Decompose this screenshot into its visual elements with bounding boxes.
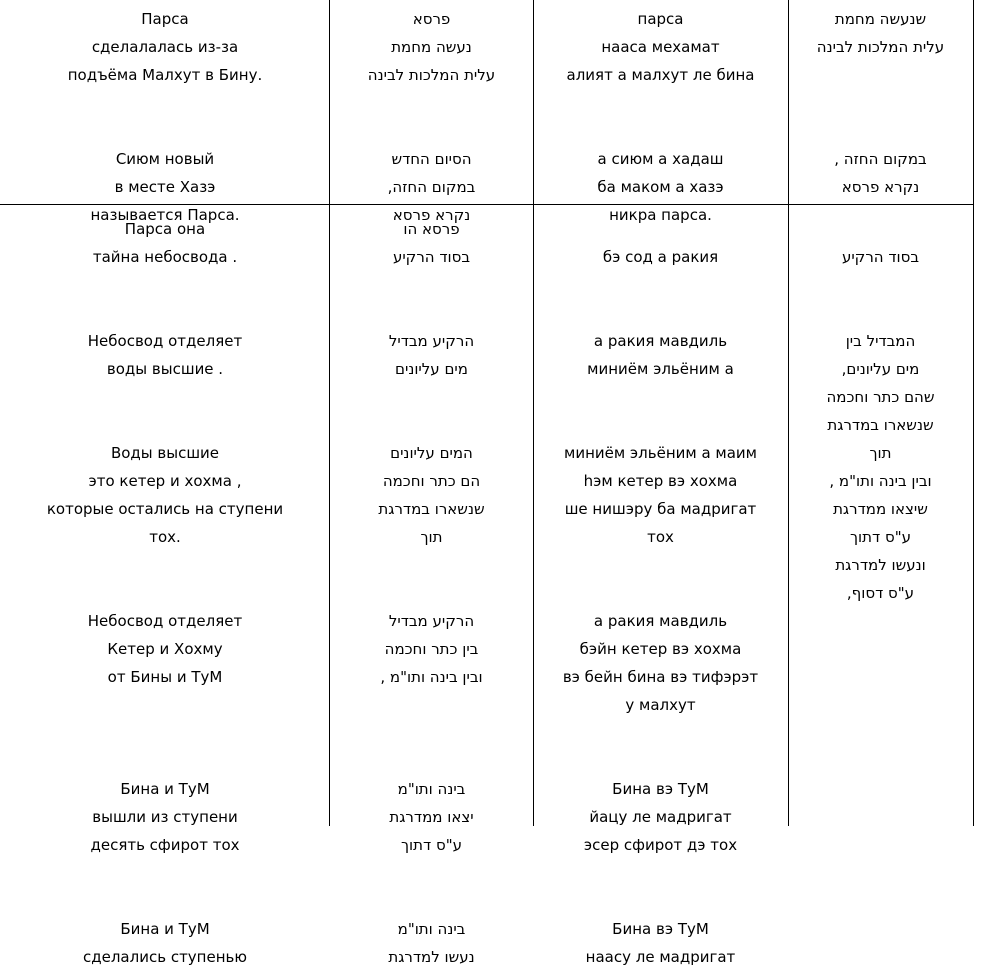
cell-text-line bbox=[533, 299, 788, 327]
table-cell bbox=[0, 5, 330, 229]
cell-text-line: בסוד הרקיע bbox=[841, 248, 920, 266]
cell-text-line: это кетер и хохма , bbox=[88, 472, 242, 490]
table-cell bbox=[788, 215, 973, 607]
cell-text-line: бэ сод а ракия bbox=[602, 248, 719, 266]
cell-text-line: а ракия мавдиль bbox=[593, 332, 728, 350]
cell-text-line: вэ бейн бина вэ тифэрэт bbox=[562, 668, 759, 686]
cell-text-line: שיצאו ממדרגת bbox=[833, 500, 928, 518]
cell-text-line bbox=[0, 747, 330, 775]
cell-text-line bbox=[330, 691, 533, 719]
cell-text-line: הרקיע מבדיל bbox=[388, 332, 475, 350]
cell-text-line bbox=[0, 89, 330, 117]
cell-text-line: עלית המלכות לבינה bbox=[367, 66, 496, 84]
cell-text-line: Бина и ТуМ bbox=[120, 780, 210, 798]
cell-text-line bbox=[330, 747, 533, 775]
cell-text-line bbox=[330, 117, 533, 145]
cell-text-line: а ракия мавдиль bbox=[593, 612, 728, 630]
cell-text-line: הרקיע מבדיל bbox=[388, 612, 475, 630]
cell-text-line: שנשארו במדרגת bbox=[827, 416, 934, 434]
cell-text-line: נקרא פרסא bbox=[392, 206, 471, 224]
cell-text-line bbox=[330, 383, 533, 411]
cell-text-line: תוך bbox=[420, 528, 443, 546]
cell-text-line bbox=[330, 579, 533, 607]
cell-text-line: מים עליונים, bbox=[841, 360, 920, 378]
cell-text-line bbox=[533, 117, 788, 145]
cell-text-line bbox=[533, 747, 788, 775]
cell-text-line bbox=[533, 887, 788, 915]
cell-text-line bbox=[533, 719, 788, 747]
cell-text-line: עלית המלכות לבינה bbox=[816, 38, 945, 56]
cell-text-line bbox=[788, 271, 973, 299]
cell-text-line: йацу ле мадригат bbox=[589, 808, 732, 826]
cell-text-line: Кетер и Хохму bbox=[107, 640, 223, 658]
cell-text-line bbox=[533, 859, 788, 887]
cell-text-line: нааса мехамат bbox=[601, 38, 720, 56]
cell-text-line: эсер сфирот дэ тох bbox=[583, 836, 738, 854]
cell-text-line bbox=[330, 859, 533, 887]
cell-text-line bbox=[533, 411, 788, 439]
cell-text-line bbox=[0, 551, 330, 579]
cell-text-line: Парса bbox=[141, 10, 189, 28]
cell-text-line bbox=[330, 299, 533, 327]
cell-text-line: מים עליונים bbox=[395, 360, 468, 378]
cell-text-line: парса bbox=[637, 10, 684, 28]
cell-text-line: Небосвод отделяет bbox=[87, 612, 243, 630]
cell-text-line: הסיום החדש bbox=[391, 150, 472, 168]
cell-text-line: נעשה מחמת bbox=[391, 38, 472, 56]
cell-text-line: алият а малхут ле бина bbox=[566, 66, 755, 84]
table-cell bbox=[330, 215, 533, 971]
cell-text-line: ובין בינה ותו"מ , bbox=[829, 472, 932, 490]
cell-text-line: а сиюм а хадаш bbox=[597, 150, 724, 168]
cell-text-line: hэм кетер вэ хохма bbox=[583, 472, 738, 490]
table-cell bbox=[330, 5, 533, 229]
cell-text-line: Сиюм новый bbox=[115, 150, 215, 168]
cell-text-line: десять сфирот тох bbox=[90, 836, 240, 854]
cell-text-line: миниём эльёним а маим bbox=[564, 444, 757, 462]
cell-text-line bbox=[0, 719, 330, 747]
cell-text-line: שנעשה מחמת bbox=[834, 10, 927, 28]
cell-text-line: воды высшие . bbox=[106, 360, 224, 378]
cell-text-line: בין כתר וחכמה bbox=[384, 640, 479, 658]
cell-text-line: תוך bbox=[869, 444, 892, 462]
cell-text-line bbox=[788, 299, 973, 327]
cell-text-line bbox=[330, 411, 533, 439]
cell-text-line bbox=[788, 215, 973, 243]
cell-text-line: שנשארו במדרגת bbox=[378, 500, 485, 518]
cell-text-line: הם כתר וחכמה bbox=[382, 472, 481, 490]
table-cell bbox=[788, 5, 973, 201]
cell-text-line: называется Парса. bbox=[90, 206, 240, 224]
cell-text-line bbox=[0, 691, 330, 719]
cell-text-line bbox=[0, 411, 330, 439]
cell-text-line: במקום החזה, bbox=[387, 178, 476, 196]
cell-text-line: Бина и ТуМ bbox=[120, 920, 210, 938]
cell-text-line bbox=[533, 551, 788, 579]
cell-text-line: ба маком а хазэ bbox=[597, 178, 724, 196]
cell-text-line: בסוד הרקיע bbox=[392, 248, 471, 266]
cell-text-line bbox=[330, 89, 533, 117]
cell-text-line: наасу ле мадригат bbox=[585, 948, 736, 966]
cell-text-line: יצאו ממדרגת bbox=[389, 808, 474, 826]
cell-text-line: בינה ותו"מ bbox=[397, 780, 466, 798]
cell-text-line: тайна небосвода . bbox=[92, 248, 238, 266]
cell-text-line: Бина вэ ТуМ bbox=[612, 780, 709, 798]
cell-text-line bbox=[0, 383, 330, 411]
table-cell bbox=[533, 5, 788, 229]
cell-text-line bbox=[330, 551, 533, 579]
cell-text-line: ובין בינה ותו"מ , bbox=[380, 668, 483, 686]
cell-text-line: המים עליונים bbox=[390, 444, 473, 462]
cell-text-line: ע"ס דסוף, bbox=[846, 584, 915, 602]
cell-text-line: которые остались на ступени bbox=[46, 500, 284, 518]
cell-text-line: тох. bbox=[149, 528, 181, 546]
cell-text-line: тох bbox=[647, 528, 674, 546]
cell-text-line bbox=[788, 61, 973, 89]
cell-text-line: у малхут bbox=[625, 696, 696, 714]
cell-text-line bbox=[533, 579, 788, 607]
cell-text-line: в месте Хазэ bbox=[114, 178, 216, 196]
cell-text-line bbox=[533, 271, 788, 299]
cell-text-line: сделалалась из-за bbox=[91, 38, 239, 56]
cell-text-line bbox=[0, 887, 330, 915]
cell-text-line bbox=[788, 117, 973, 145]
cell-text-line bbox=[533, 215, 788, 243]
cell-text-line: פרסא הו bbox=[403, 220, 460, 238]
cell-text-line: שהם כתר וחכמה bbox=[826, 388, 935, 406]
cell-text-line bbox=[0, 859, 330, 887]
cell-text-line: בינה ותו"מ bbox=[397, 920, 466, 938]
cell-text-line: бэйн кетер вэ хохма bbox=[579, 640, 742, 658]
table-vertical-rule bbox=[973, 0, 974, 826]
cell-text-line: נקרא פרסא bbox=[841, 178, 920, 196]
cell-text-line: נעשו למדרגת bbox=[388, 948, 475, 966]
cell-text-line: подъёма Малхут в Бину. bbox=[67, 66, 263, 84]
cell-text-line: Воды высшие bbox=[110, 444, 220, 462]
cell-text-line bbox=[533, 89, 788, 117]
cell-text-line bbox=[0, 299, 330, 327]
cell-text-line bbox=[533, 383, 788, 411]
cell-text-line: Парса она bbox=[124, 220, 206, 238]
cell-text-line: Бина вэ ТуМ bbox=[612, 920, 709, 938]
cell-text-line bbox=[330, 887, 533, 915]
cell-text-line bbox=[0, 579, 330, 607]
cell-text-line: вышли из ступени bbox=[92, 808, 238, 826]
cell-text-line: המבדיל בין bbox=[845, 332, 916, 350]
cell-text-line bbox=[0, 271, 330, 299]
table-cell bbox=[533, 215, 788, 971]
cell-text-line: сделались ступенью bbox=[83, 948, 247, 966]
cell-text-line bbox=[788, 89, 973, 117]
cell-text-line: ע"ס דתוך bbox=[850, 528, 911, 546]
cell-text-line: никра парса. bbox=[609, 206, 712, 224]
cell-text-line bbox=[0, 117, 330, 145]
cell-text-line: פרסא bbox=[412, 10, 451, 28]
cell-text-line: миниём эльёним а bbox=[587, 360, 734, 378]
cell-text-line: במקום החזה , bbox=[834, 150, 927, 168]
table-cell bbox=[0, 215, 330, 971]
cell-text-line: ונעשו למדרגת bbox=[835, 556, 926, 574]
cell-text-line: Небосвод отделяет bbox=[87, 332, 243, 350]
cell-text-line bbox=[330, 271, 533, 299]
cell-text-line bbox=[330, 719, 533, 747]
cell-text-line: ше нишэру ба мадригат bbox=[564, 500, 757, 518]
cell-text-line: от Бины и ТуМ bbox=[107, 668, 223, 686]
cell-text-line: ע"ס דתוך bbox=[401, 836, 462, 854]
